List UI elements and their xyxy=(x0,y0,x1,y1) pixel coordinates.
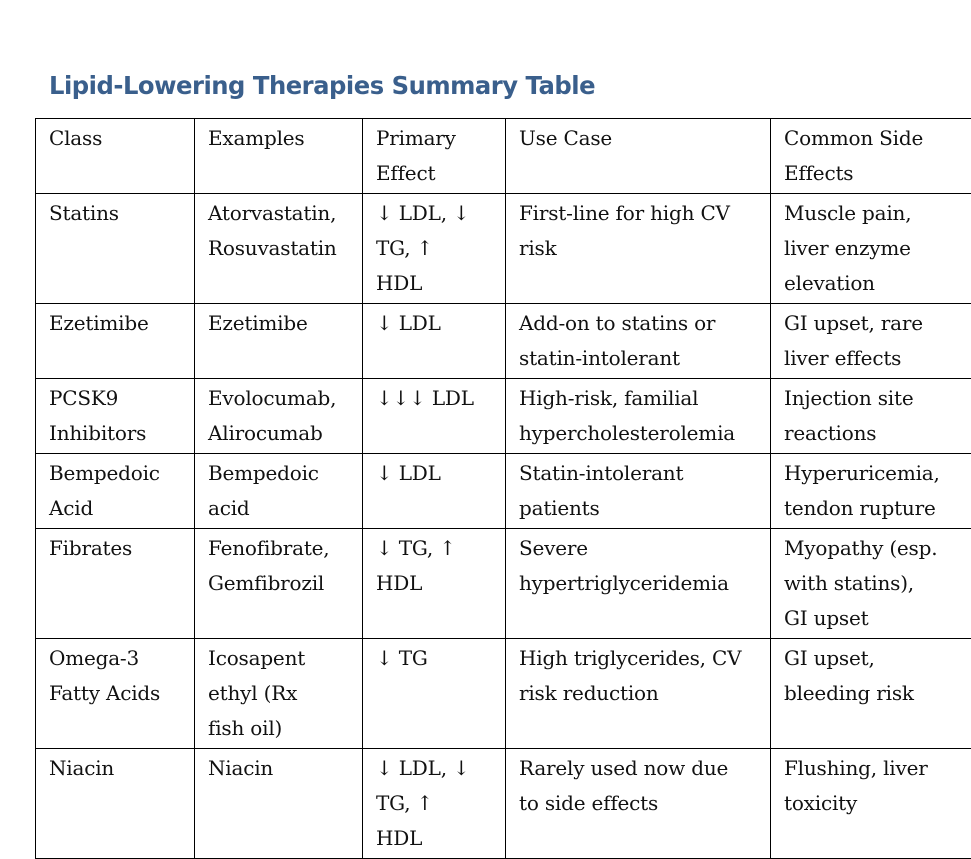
document-title: Lipid-Lowering Therapies Summary Table xyxy=(49,71,595,100)
cell-primary-effect xyxy=(363,194,506,304)
cell-line: risk xyxy=(519,236,557,260)
cell-line: High triglycerides, CV xyxy=(519,646,741,670)
cell-line: Ezetimibe xyxy=(208,311,308,335)
cell-line: Effects xyxy=(784,161,853,185)
cell-primary-effect xyxy=(363,529,506,639)
cell-line: Primary xyxy=(376,126,456,150)
table-row xyxy=(36,304,971,379)
cell-line: Fenofibrate, xyxy=(208,536,329,560)
cell-line: Fatty Acids xyxy=(49,681,160,705)
cell-line: elevation xyxy=(784,271,875,295)
cell-line: with statins), xyxy=(784,571,914,595)
cell-line: Acid xyxy=(49,496,93,520)
cell-line: Atorvastatin, xyxy=(208,201,336,225)
cell-primary-effect xyxy=(363,639,506,749)
cell-examples xyxy=(195,454,363,529)
cell-line: hypertriglyceridemia xyxy=(519,571,729,595)
cell-line: ↓ TG, ↑ xyxy=(376,536,456,560)
cell-line: High-risk, familial xyxy=(519,386,698,410)
cell-line: ↓ LDL, ↓ xyxy=(376,201,470,225)
cell-line: Myopathy (esp. xyxy=(784,536,937,560)
cell-line: liver effects xyxy=(784,346,901,370)
cell-line: GI upset, rare xyxy=(784,311,923,335)
cell-line: to side effects xyxy=(519,791,658,815)
cell-class xyxy=(36,304,195,379)
cell-use-case xyxy=(506,454,771,529)
cell-side-effects xyxy=(771,529,971,639)
cell-line: fish oil) xyxy=(208,716,282,740)
cell-use-case xyxy=(506,304,771,379)
cell-use-case xyxy=(506,379,771,454)
cell-line: Statin-intolerant xyxy=(519,461,683,485)
cell-line: Class xyxy=(49,126,102,150)
cell-line: Add-on to statins or xyxy=(519,311,715,335)
header-class xyxy=(36,119,195,194)
table-body xyxy=(36,119,971,859)
cell-line: Examples xyxy=(208,126,304,150)
header-use-case xyxy=(506,119,771,194)
cell-class xyxy=(36,194,195,304)
cell-line: Effect xyxy=(376,161,435,185)
cell-line: Gemfibrozil xyxy=(208,571,324,595)
cell-line: GI upset, xyxy=(784,646,875,670)
cell-line: Inhibitors xyxy=(49,421,146,445)
cell-line: acid xyxy=(208,496,250,520)
cell-line: Flushing, liver xyxy=(784,756,928,780)
cell-side-effects xyxy=(771,304,971,379)
cell-primary-effect xyxy=(363,304,506,379)
cell-line: Niacin xyxy=(208,756,273,780)
cell-line: Rarely used now due xyxy=(519,756,728,780)
cell-line: reactions xyxy=(784,421,876,445)
cell-line: Common Side xyxy=(784,126,923,150)
cell-line: Bempedoic xyxy=(49,461,160,485)
cell-use-case xyxy=(506,639,771,749)
cell-line: HDL xyxy=(376,271,422,295)
cell-line: PCSK9 xyxy=(49,386,118,410)
cell-line: liver enzyme xyxy=(784,236,911,260)
cell-line: Severe xyxy=(519,536,588,560)
cell-line: Bempedoic xyxy=(208,461,319,485)
cell-line: Injection site xyxy=(784,386,913,410)
header-primary-effect xyxy=(363,119,506,194)
cell-line: risk reduction xyxy=(519,681,659,705)
cell-line: bleeding risk xyxy=(784,681,914,705)
cell-line: HDL xyxy=(376,571,422,595)
cell-line: Omega-3 xyxy=(49,646,139,670)
cell-line: hypercholesterolemia xyxy=(519,421,735,445)
table-row xyxy=(36,749,971,859)
cell-line: Hyperuricemia, xyxy=(784,461,940,485)
header-row xyxy=(36,119,971,194)
cell-line: patients xyxy=(519,496,600,520)
cell-line: ↓↓↓ LDL xyxy=(376,386,474,410)
table-row xyxy=(36,529,971,639)
cell-line: toxicity xyxy=(784,791,857,815)
cell-line: ethyl (Rx xyxy=(208,681,297,705)
cell-examples xyxy=(195,304,363,379)
cell-side-effects xyxy=(771,639,971,749)
cell-line: ↓ LDL, ↓ xyxy=(376,756,470,780)
cell-line: Alirocumab xyxy=(208,421,323,445)
cell-line: Ezetimibe xyxy=(49,311,149,335)
cell-line: Niacin xyxy=(49,756,114,780)
cell-line: GI upset xyxy=(784,606,868,630)
cell-primary-effect xyxy=(363,379,506,454)
cell-line: tendon rupture xyxy=(784,496,936,520)
cell-line: HDL xyxy=(376,826,422,850)
cell-class xyxy=(36,639,195,749)
cell-examples xyxy=(195,194,363,304)
cell-line: Use Case xyxy=(519,126,612,150)
cell-side-effects xyxy=(771,379,971,454)
summary-table xyxy=(35,118,971,859)
cell-use-case xyxy=(506,194,771,304)
table-row xyxy=(36,454,971,529)
cell-line: First-line for high CV xyxy=(519,201,730,225)
cell-line: ↓ TG xyxy=(376,646,428,670)
cell-side-effects xyxy=(771,454,971,529)
cell-line: Statins xyxy=(49,201,119,225)
cell-examples xyxy=(195,749,363,859)
cell-use-case xyxy=(506,749,771,859)
cell-primary-effect xyxy=(363,454,506,529)
table-row xyxy=(36,379,971,454)
cell-class xyxy=(36,529,195,639)
cell-line: TG, ↑ xyxy=(376,791,433,815)
cell-line: Fibrates xyxy=(49,536,132,560)
cell-line: TG, ↑ xyxy=(376,236,433,260)
cell-line: ↓ LDL xyxy=(376,311,441,335)
cell-primary-effect xyxy=(363,749,506,859)
table-row xyxy=(36,639,971,749)
cell-class xyxy=(36,454,195,529)
cell-examples xyxy=(195,639,363,749)
cell-class xyxy=(36,379,195,454)
cell-line: ↓ LDL xyxy=(376,461,441,485)
cell-line: statin-intolerant xyxy=(519,346,680,370)
cell-class xyxy=(36,749,195,859)
cell-use-case xyxy=(506,529,771,639)
table-row xyxy=(36,194,971,304)
cell-side-effects xyxy=(771,749,971,859)
cell-side-effects xyxy=(771,194,971,304)
cell-examples xyxy=(195,379,363,454)
header-examples xyxy=(195,119,363,194)
cell-line: Evolocumab, xyxy=(208,386,336,410)
cell-line: Icosapent xyxy=(208,646,305,670)
header-side-effects xyxy=(771,119,971,194)
cell-line: Muscle pain, xyxy=(784,201,911,225)
cell-examples xyxy=(195,529,363,639)
cell-line: Rosuvastatin xyxy=(208,236,337,260)
